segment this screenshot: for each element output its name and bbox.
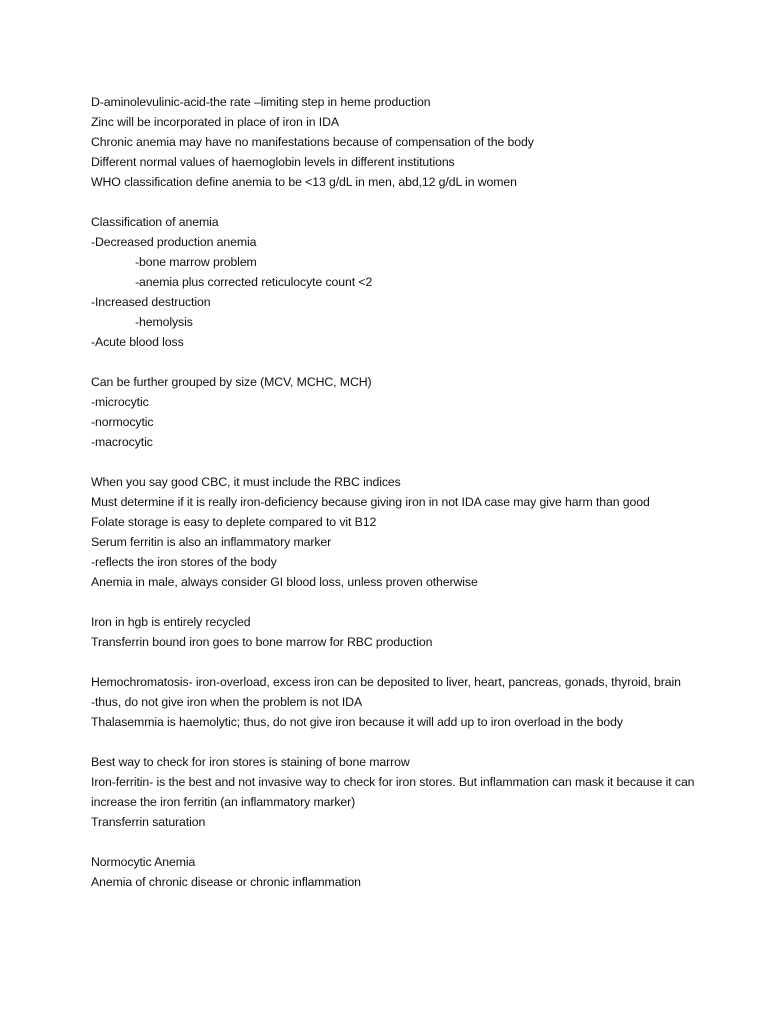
paragraph-spacer [91,352,731,372]
note-section [91,672,731,732]
note-section [91,852,731,892]
paragraph-spacer [91,652,731,672]
note-line: -Increased destruction [91,295,211,309]
document-page [91,92,731,892]
note-line: Must determine if it is really iron-deficiency because giving iron in not IDA case may give harm than good [91,495,650,509]
note-line: Folate storage is easy to deplete compared to vit B12 [91,515,377,529]
note-line: Hemochromatosis- iron-overload, excess iron can be deposited to liver, heart, pancreas, gonads, thyroid, brain [91,675,681,689]
note-subitem: -bone marrow problem [135,255,257,269]
note-line: Best way to check for iron stores is staining of bone marrow [91,755,410,769]
note-line: -Acute blood loss [91,335,184,349]
note-line: Serum ferritin is also an inflammatory marker [91,535,332,549]
note-line: Transferrin saturation [91,815,206,829]
note-line: Different normal values of haemoglobin levels in different institutions [91,155,455,169]
note-section [91,612,731,652]
note-line: Thalasemmia is haemolytic; thus, do not give iron because it will add up to iron overload in the body [91,715,623,729]
paragraph-spacer [91,732,731,752]
note-line: -microcytic [91,395,149,409]
paragraph-spacer [91,592,731,612]
note-line: WHO classification define anemia to be <13 g/dL in men, abd,12 g/dL in women [91,175,517,189]
note-section [91,752,731,832]
note-line: Iron-ferritin- is the best and not invasive way to check for iron stores. But inflammation can mask it because it can increase the iron ferritin (an inflammatory marker) [91,775,695,809]
note-line: Transferrin bound iron goes to bone marrow for RBC production [91,635,433,649]
note-section [91,472,731,592]
note-subitem: -hemolysis [135,315,193,329]
paragraph-spacer [91,192,731,212]
note-line: -macrocytic [91,435,153,449]
note-subitem: -anemia plus corrected reticulocyte count <2 [135,275,373,289]
note-line: Zinc will be incorporated in place of iron in IDA [91,115,339,129]
note-line: Chronic anemia may have no manifestations because of compensation of the body [91,135,534,149]
paragraph-spacer [91,832,731,852]
note-section [91,92,731,192]
note-line: Iron in hgb is entirely recycled [91,615,251,629]
note-line: Anemia in male, always consider GI blood loss, unless proven otherwise [91,575,478,589]
note-line: Classification of anemia [91,215,219,229]
note-line: -reflects the iron stores of the body [91,555,277,569]
note-line: Can be further grouped by size (MCV, MCHC, MCH) [91,375,372,389]
note-line: D-aminolevulinic-acid-the rate –limiting step in heme production [91,95,431,109]
note-line: -normocytic [91,415,154,429]
note-line: Normocytic Anemia [91,855,196,869]
note-line: When you say good CBC, it must include the RBC indices [91,475,401,489]
note-line: -Decreased production anemia [91,235,257,249]
note-section [91,212,731,352]
note-section [91,372,731,452]
paragraph-spacer [91,452,731,472]
note-line: -thus, do not give iron when the problem is not IDA [91,695,363,709]
note-line: Anemia of chronic disease or chronic inflammation [91,875,361,889]
